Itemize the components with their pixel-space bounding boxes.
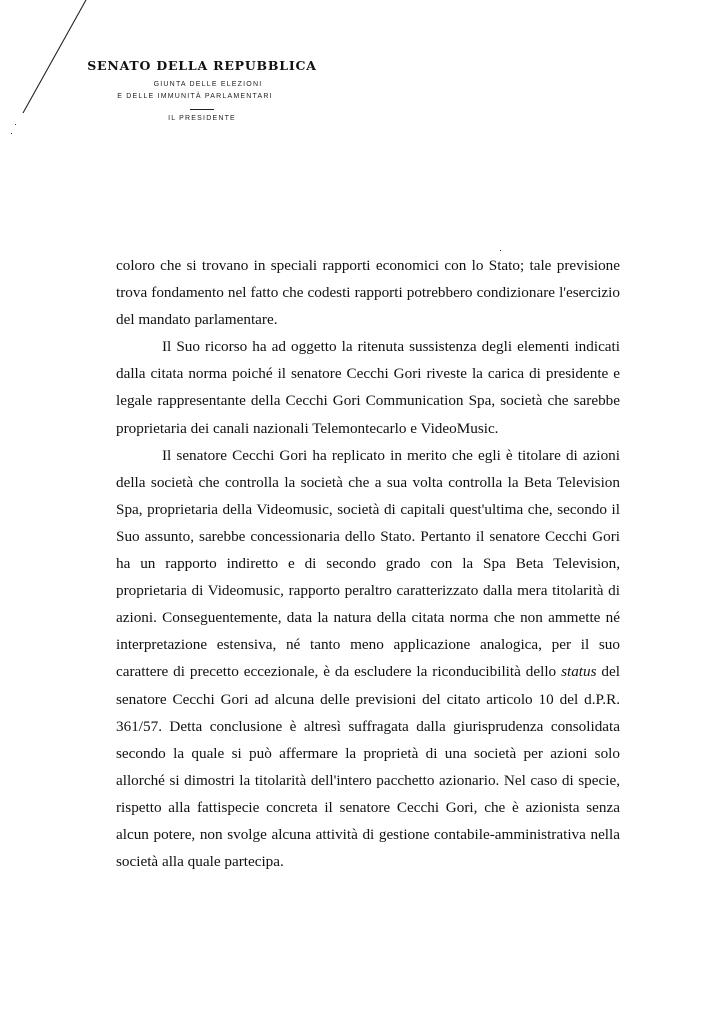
letterhead-subtitle-line1: GIUNTA DELLE ELEZIONI xyxy=(153,81,263,88)
paragraph-1: coloro che si trovano in speciali rapporti economici con lo Stato; tale previsione trova fondamento nel fatto che codesti rapporti potrebbero condizionare l'esercizio del mandato parlamentare. xyxy=(116,257,620,329)
scan-speck xyxy=(500,250,501,251)
letterhead-subtitle-line2: E DELLE IMMUNITÀ PARLAMENTARI xyxy=(117,93,273,100)
paragraph-3 xyxy=(116,442,620,876)
paragraph-2: Il Suo ricorso ha ad oggetto la ritenuta sussistenza degli elementi indicati dalla citata norma poiché il senatore Cecchi Gori riveste la carica di presidente e legale rappresentante della Cecchi Gori Communication Spa, società che sarebbe proprietaria dei canali nazionali Telemontecarlo e VideoMusic. xyxy=(116,338,620,437)
paragraph-3-part-1: Il senatore Cecchi Gori ha replicato in merito che egli è titolare di azioni della società che controlla la società che a sua volta controlla la Beta Television Spa, proprietaria della Videomusic, società di capitali quest'ultima che, secondo il Suo assunto, sarebbe concessionaria dello Stato. Pertanto il senatore Cecchi Gori ha un rapporto indiretto e di secondo grado con la Spa Beta Television, proprietaria di Videomusic, rapporto peraltro caratterizzato dalla mera titolarità di azioni. Conseguentemente, data la natura della citata norma che non ammette né interpretazione estensiva, né tanto meno applicazione analogica, per il suo carattere di precetto eccezionale, è da escludere la riconducibilità dello xyxy=(116,446,620,681)
letterhead-title: SENATO DELLA REPUBBLICA xyxy=(87,58,317,73)
letterhead-divider xyxy=(190,109,214,110)
letterhead-role: IL PRESIDENTE xyxy=(168,115,236,122)
letterhead xyxy=(82,58,322,122)
letter-body xyxy=(116,252,620,875)
paragraph-3-part-2: del senatore Cecchi Gori ad alcuna delle previsioni del citato articolo 10 del d.P.R. 361/57. Detta conclusione è altresì suffragata dalla giurisprudenza consolidata secondo la quale si può affermare la proprietà di una società per azioni solo allorché si dimostri la titolarità dell'intero pacchetto azionario. Nel caso di specie, rispetto alla fattispecie concreta il senatore Cecchi Gori, che è azionista senza alcun potere, non svolge alcuna attività di gestione contabile-amministrativa nella società alla quale partecipa. xyxy=(116,663,620,871)
status-italic-term: status xyxy=(561,663,597,681)
